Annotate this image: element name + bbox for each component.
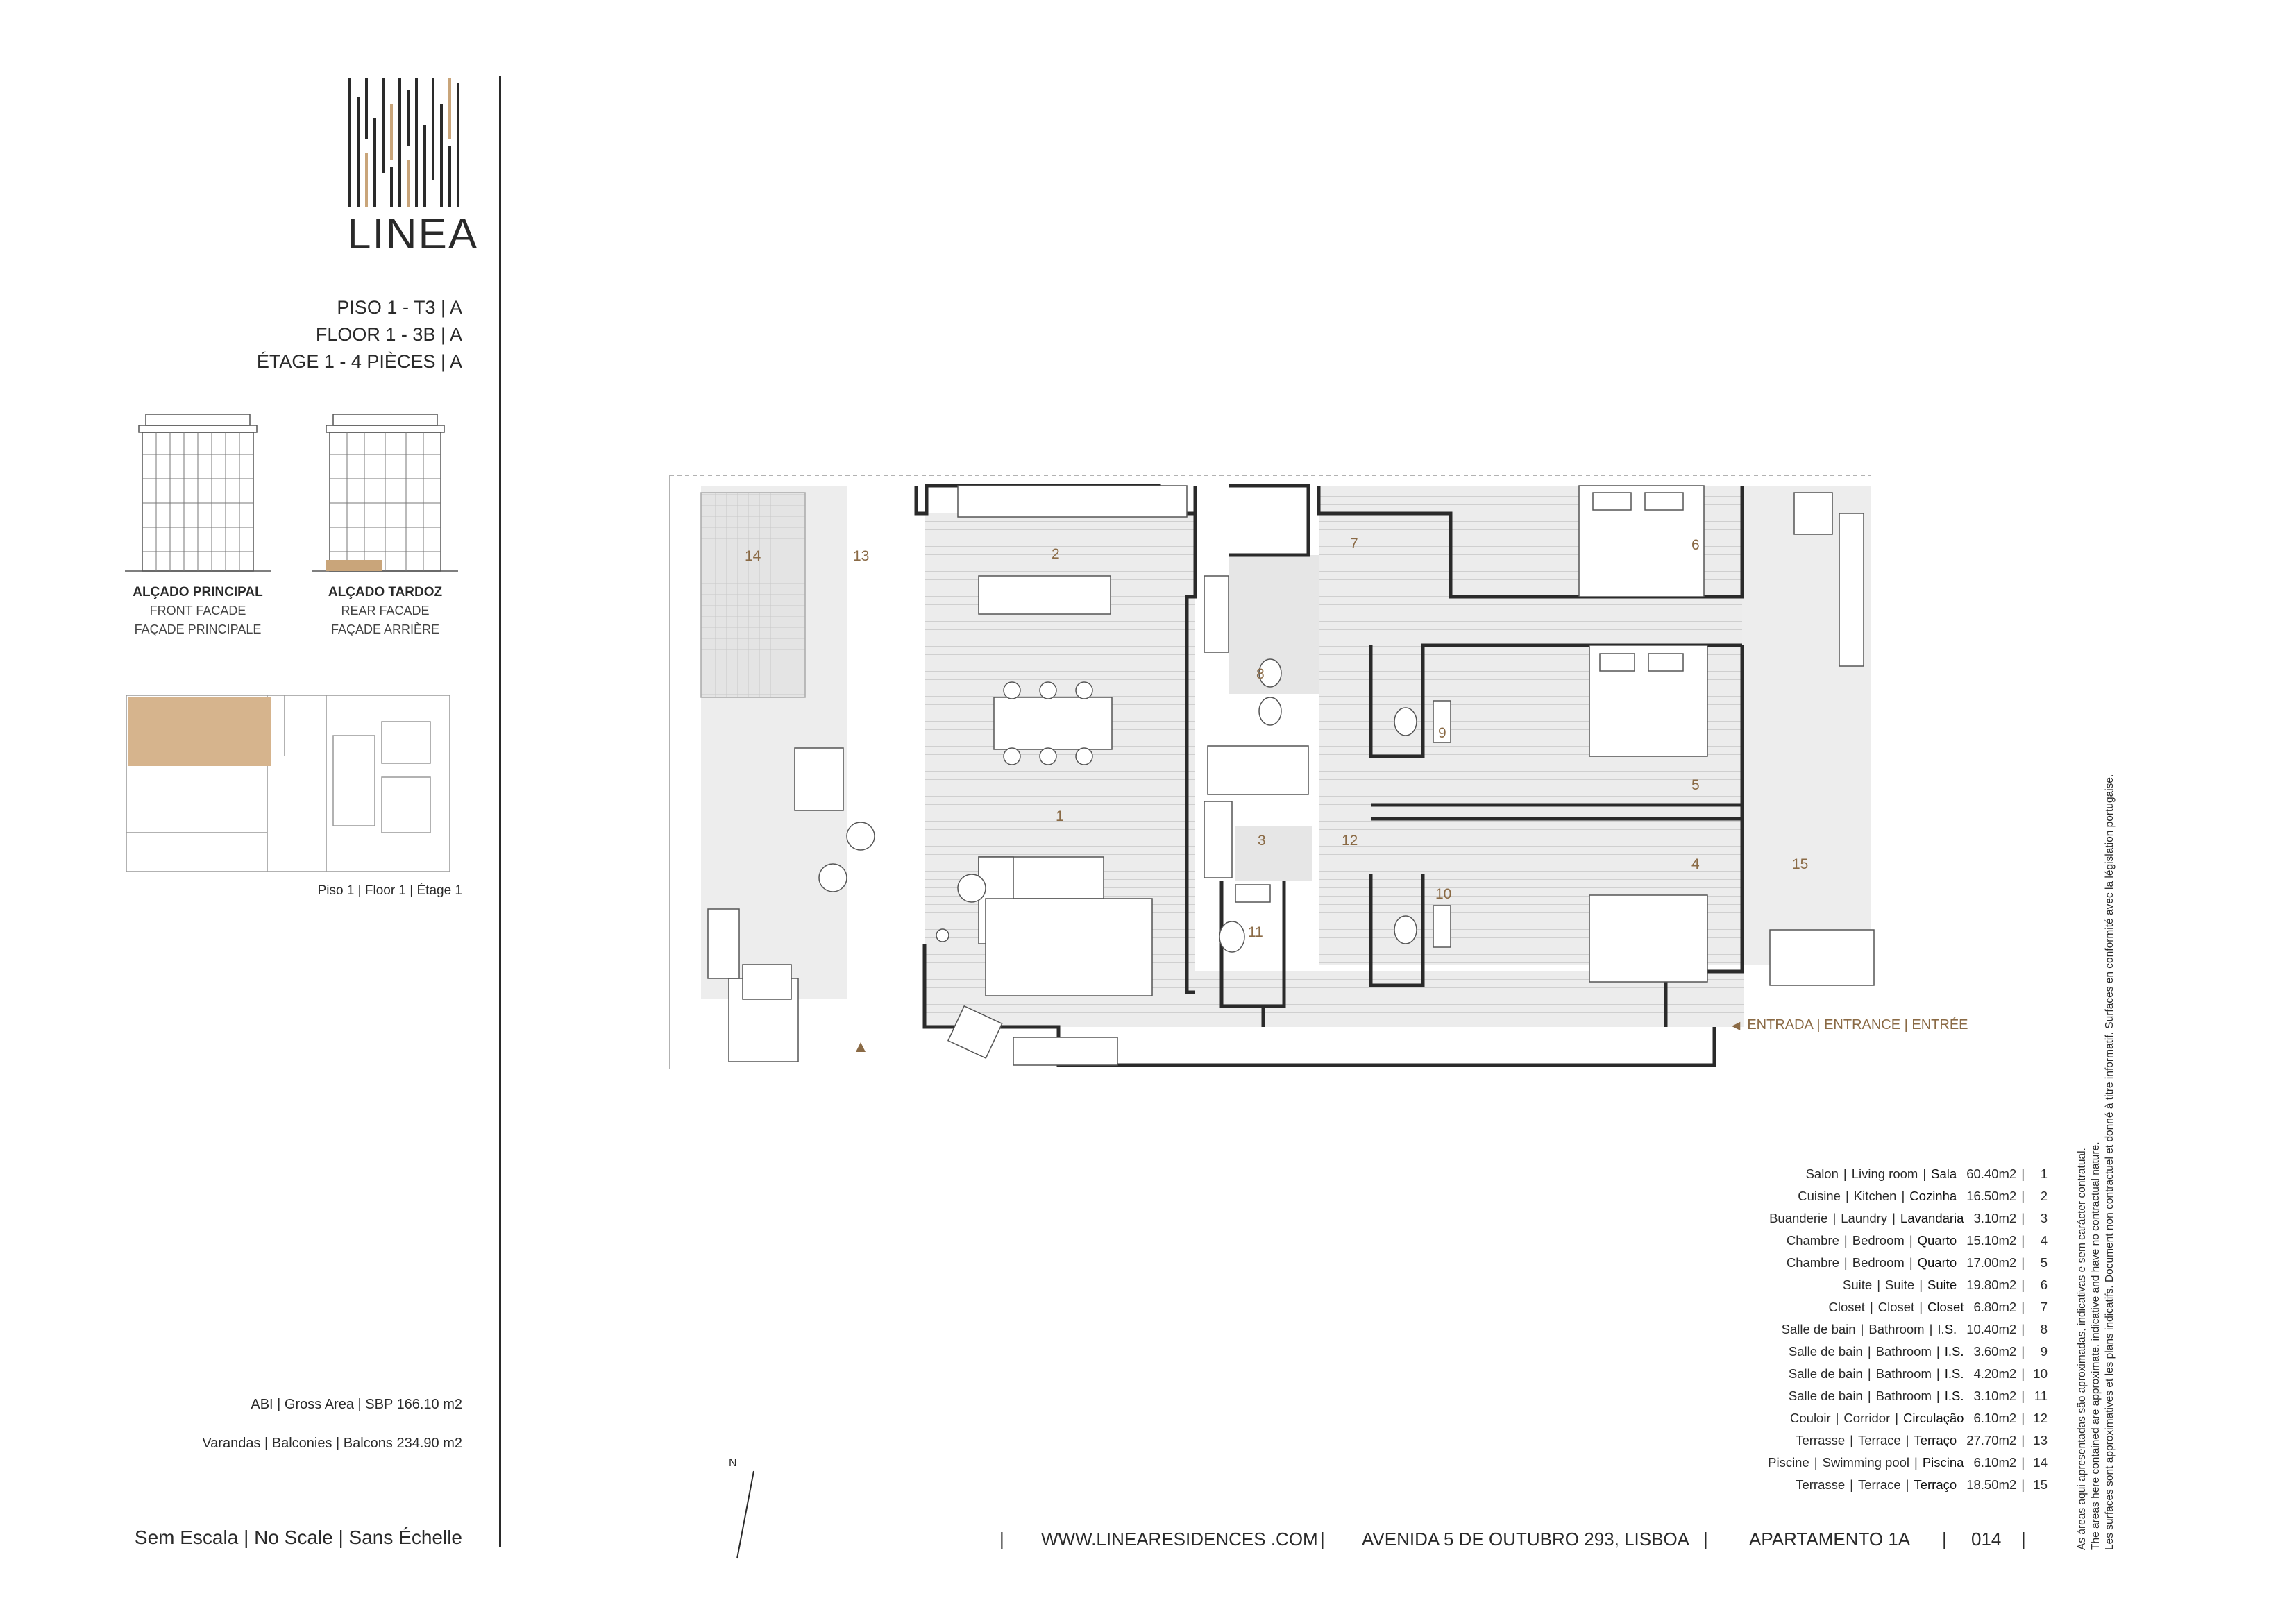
rear-elevation-title: ALÇADO TARDOZ — [328, 585, 443, 600]
disclaimer — [2075, 717, 2117, 1550]
room-label-8: 8 — [1256, 666, 1265, 682]
rear-elevation-drawing — [305, 413, 465, 579]
front-elevation-drawing — [118, 413, 278, 579]
room-label-15: 15 — [1792, 856, 1809, 872]
balconies-area: Varandas | Balconies | Balcons 234.90 m2 — [202, 1436, 462, 1451]
disclaimer-pt: As áreas aqui apresentadas são aproximadas, indicativas e sem carácter contratual. — [2076, 1148, 2088, 1550]
front-elevation-fr: FAÇADE PRINCIPALE — [134, 622, 262, 636]
room-label-10: 10 — [1435, 886, 1452, 902]
room-label-1: 1 — [1056, 808, 1064, 824]
schedule-row: Buanderie | Laundry | Lavandaria 3.10m2 | 3 — [1769, 1211, 2048, 1225]
footer-separator: | — [1703, 1529, 1708, 1549]
vertical-divider — [499, 76, 501, 1547]
schedule-row: Cuisine | Kitchen | Cozinha 16.50m2 | 2 — [1798, 1189, 2048, 1203]
footer-separator: | — [999, 1529, 1004, 1549]
entrance-triangle-icon — [856, 1042, 866, 1052]
rear-elevation-caption — [305, 583, 465, 639]
linea-logo — [347, 76, 479, 258]
room-label-6: 6 — [1691, 537, 1700, 553]
schedule-row: Couloir | Corridor | Circulação 6.10m2 | 12 — [1790, 1411, 2048, 1425]
room-label-12: 12 — [1342, 833, 1358, 849]
unit-line-en: FLOOR 1 - 3B | A — [315, 324, 462, 345]
unit-line-fr: ÉTAGE 1 - 4 PIÈCES | A — [256, 351, 462, 372]
room-label-3: 3 — [1258, 833, 1266, 849]
pool — [701, 493, 805, 697]
schedule-row: Terrasse | Terrace | Terraço 27.70m2 | 13 — [1796, 1433, 2048, 1447]
front-elevation-en: FRONT FACADE — [149, 604, 246, 618]
room-label-7: 7 — [1350, 536, 1358, 552]
footer-page-number: 014 — [1971, 1529, 2002, 1549]
logo-bars-icon — [347, 76, 464, 208]
unit-title — [208, 294, 462, 375]
key-plan-drawing — [125, 694, 451, 874]
schedule-row: Terrasse | Terrace | Terraço 18.50m2 | 15 — [1796, 1477, 2048, 1492]
north-label: N — [729, 1457, 737, 1469]
schedule-row: Chambre | Bedroom | Quarto 17.00m2 | 5 — [1786, 1255, 2048, 1270]
scale-note: Sem Escala | No Scale | Sans Échelle — [134, 1527, 462, 1548]
gross-area: ABI | Gross Area | SBP 166.10 m2 — [251, 1397, 462, 1412]
room-label-4: 4 — [1691, 856, 1700, 872]
schedule-row: Closet | Closet | Closet 6.80m2 | 7 — [1828, 1300, 2048, 1314]
schedule-row: Suite | Suite | Suite 19.80m2 | 6 — [1843, 1277, 2048, 1292]
schedule-row: Chambre | Bedroom | Quarto 15.10m2 | 4 — [1786, 1233, 2048, 1248]
room-label-5: 5 — [1691, 777, 1700, 793]
disclaimer-en: The areas here contained are approximate, indicative and have no contractual nature. — [2090, 1141, 2102, 1550]
north-arrow-icon — [729, 1470, 770, 1560]
disclaimer-fr: Les surfaces sont approximatives et les plans indicatifs. Document non contractuel et donné à titre informatif. Surfaces en conformité avec la législation portugaise. — [2104, 774, 2116, 1550]
schedule-row: Salon | Living room | Sala 60.40m2 | 1 — [1805, 1166, 2048, 1181]
entrance-arrow-icon: ◀ — [1732, 1020, 1741, 1032]
room-label-11: 11 — [1248, 924, 1263, 940]
footer-apartment: APARTAMENTO 1A — [1749, 1529, 1911, 1549]
floor-plan-drawing — [659, 472, 1895, 1076]
room-label-13: 13 — [853, 548, 870, 564]
front-elevation-caption — [118, 583, 278, 639]
front-elevation — [118, 413, 278, 639]
entrance-label — [1732, 1017, 1968, 1033]
footer-address: AVENIDA 5 DE OUTUBRO 293, LISBOA — [1362, 1529, 1690, 1549]
key-plan-floor-label: Piso 1 | Floor 1 | Étage 1 — [317, 883, 462, 898]
footer-website[interactable]: WWW.LINEARESIDENCES .COM — [1041, 1529, 1318, 1549]
key-plan — [125, 694, 451, 874]
unit-line-pt: PISO 1 - T3 | A — [337, 297, 462, 318]
area-schedule — [1700, 1163, 2048, 1496]
room-label-9: 9 — [1438, 725, 1446, 741]
entrance-text: ENTRADA | ENTRANCE | ENTRÉE — [1747, 1017, 1968, 1033]
area-summary — [104, 1385, 462, 1463]
schedule-row: Salle de bain | Bathroom | I.S. 10.40m2 | 8 — [1781, 1322, 2048, 1336]
schedule-row: Salle de bain | Bathroom | I.S. 3.10m2 | 11 — [1788, 1388, 2048, 1403]
north-arrow — [729, 1457, 770, 1554]
schedule-row: Salle de bain | Bathroom | I.S. 3.60m2 | 9 — [1788, 1344, 2048, 1359]
footer-separator: | — [2021, 1529, 2026, 1549]
room-label-2: 2 — [1052, 546, 1060, 562]
front-elevation-title: ALÇADO PRINCIPAL — [133, 585, 263, 600]
room-label-14: 14 — [745, 548, 761, 564]
rear-elevation-fr: FAÇADE ARRIÈRE — [330, 622, 440, 636]
logo-wordmark: LINEA — [347, 210, 479, 258]
floor-plan — [659, 472, 1895, 1076]
schedule-row: Salle de bain | Bathroom | I.S. 4.20m2 | 10 — [1788, 1366, 2048, 1381]
schedule-row: Piscine | Swimming pool | Piscina 6.10m2 | 14 — [1768, 1455, 2048, 1470]
rear-elevation — [305, 413, 465, 639]
rear-elevation-en: REAR FACADE — [341, 604, 430, 618]
footer-separator: | — [1942, 1529, 1947, 1549]
footer-separator: | — [1320, 1529, 1325, 1549]
